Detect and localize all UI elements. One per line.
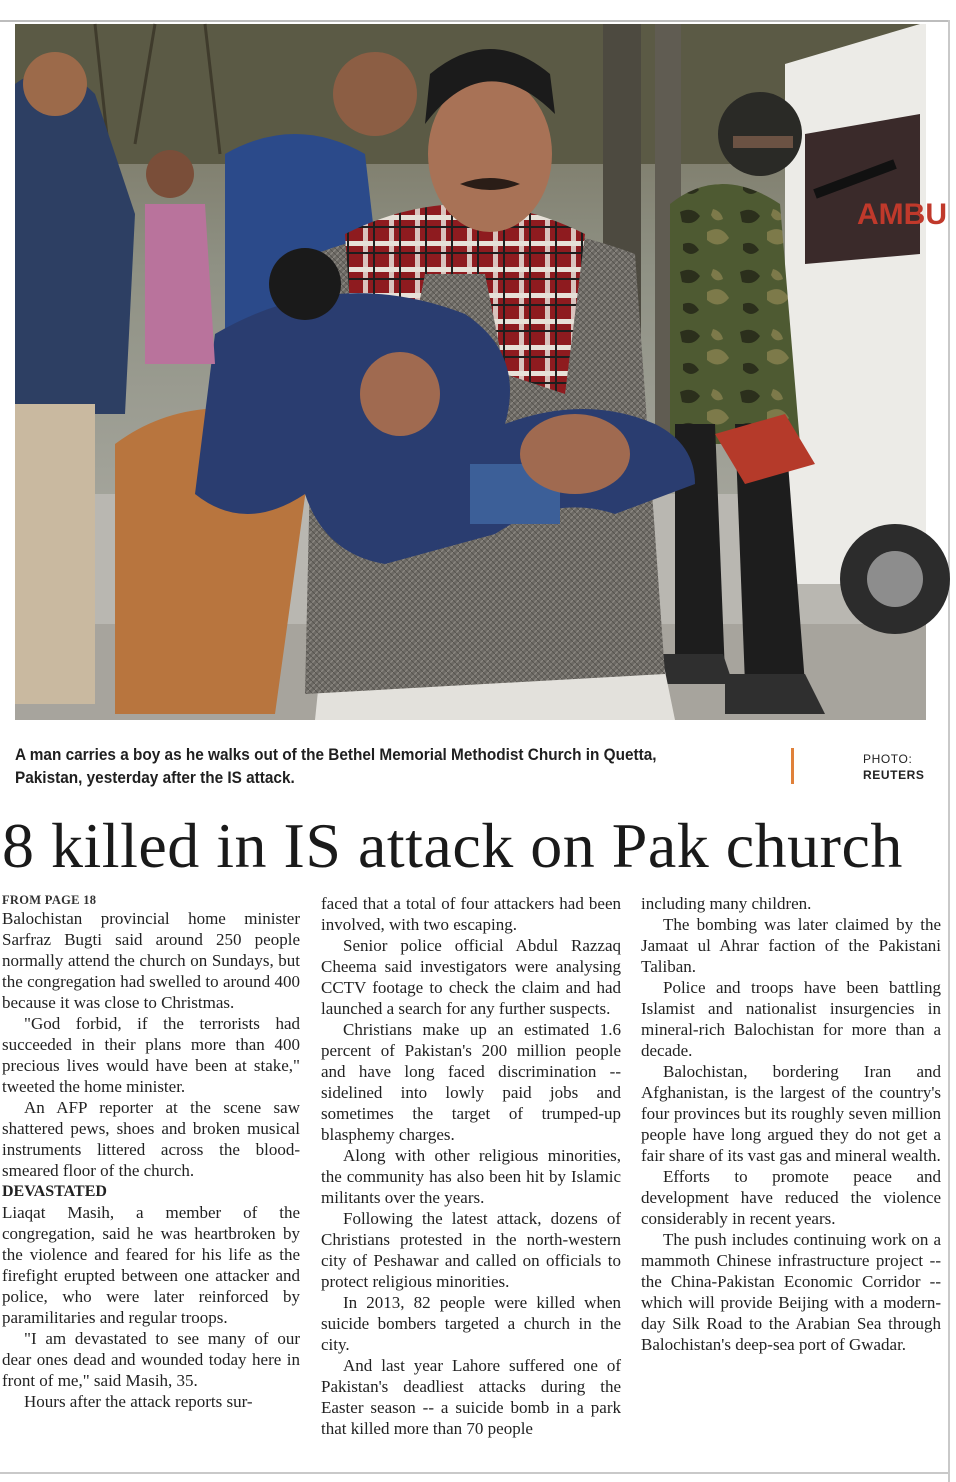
paragraph: Christians make up an estimated 1.6 percent of Pakistan's 200 million people and have long faced discrimination -- sidelined into lowly paid jobs and sometimes the target of trumped-up blasphemy charges.	[321, 1020, 621, 1144]
paragraph: Following the latest attack, dozens of Christians protested in the north-western city of Peshawar and called on officials to protect religious minorities.	[321, 1209, 621, 1291]
paragraph: The push includes continuing work on a mammoth Chinese infrastructure project -- the China-Pakistan Economic Corridor -- which will provide Beijing with a modern-day Silk Road to the Arabian Sea through Balochistan's deep-sea port of Gwadar.	[641, 1230, 941, 1354]
paragraph: Along with other religious minorities, the community has also been hit by Islamic militants over the years.	[321, 1146, 621, 1207]
news-photo	[15, 24, 947, 720]
paragraph: Senior police official Abdul Razzaq Cheema said investigators were analysing CCTV footage to check the claim and had launched a search for any further suspects.	[321, 936, 621, 1018]
headline: 8 killed in IS attack on Pak church	[2, 810, 903, 881]
article-column-2	[321, 893, 621, 1439]
paragraph: Liaqat Masih, a member of the congregation, said he was heartbroken by the violence and feared for his life as the firefight erupted between one attacker and police, who were later reinforced by paramilitaries and regular troops.	[2, 1203, 300, 1327]
paragraph: "God forbid, if the terrorists had succeeded in their plans more than 400 precious lives would have been at stake," tweeted the home minister.	[2, 1014, 300, 1096]
article-column-3	[641, 893, 941, 1355]
paragraph: Police and troops have been battling Islamist and nationalist insurgencies in mineral-rich Balochistan for more than a decade.	[641, 978, 941, 1060]
column-edge-rule	[948, 20, 950, 1482]
paragraph: And last year Lahore suffered one of Pakistan's deadliest attacks during the Easter season -- a suicide bomb in a park that killed more than 70 people	[321, 1356, 621, 1438]
caption-accent-rule	[791, 748, 794, 784]
paragraph: Balochistan provincial home minister Sarfraz Bugti said around 250 people normally attend the church on Sundays, but the congregation had swelled to around 400 because it was close to Christmas.	[2, 909, 300, 1012]
van-lettering: AMBU	[857, 198, 947, 231]
paragraph: including many children.	[641, 894, 812, 913]
paragraph: Hours after the attack reports sur-	[24, 1392, 253, 1411]
paragraph: faced that a total of four attackers had been involved, with two escaping.	[321, 894, 621, 934]
paragraph: In 2013, 82 people were killed when suicide bombers targeted a church in the city.	[321, 1293, 621, 1354]
subheading: DEVASTATED	[2, 1183, 107, 1200]
paragraph: The bombing was later claimed by the Jamaat ul Ahrar faction of the Pakistani Taliban.	[641, 915, 941, 976]
credit-source: REUTERS	[863, 768, 925, 782]
folio-jump: FROM PAGE 18	[2, 893, 97, 907]
bottom-rule	[0, 1472, 950, 1474]
paragraph: "I am devastated to see many of our dear ones dead and wounded today here in front of me," said Masih, 35.	[2, 1329, 300, 1390]
top-rule	[0, 20, 950, 22]
article-column-1	[2, 893, 300, 1412]
paragraph: Balochistan, bordering Iran and Afghanistan, is the largest of the country's four provinces but its roughly seven million people have long argued they do not get a fair share of its vast gas and mineral wealth.	[641, 1062, 941, 1165]
photo-caption: A man carries a boy as he walks out of the Bethel Memorial Methodist Church in Quetta, Pakistan, yesterday after the IS attack.	[15, 746, 657, 787]
photo-illustration	[15, 24, 947, 720]
paragraph: Efforts to promote peace and development have reduced the violence considerably in recent years.	[641, 1167, 941, 1228]
paragraph: An AFP reporter at the scene saw shattered pews, shoes and broken musical instruments littered across the blood-smeared floor of the church.	[2, 1098, 300, 1180]
photo-credit	[863, 751, 925, 783]
credit-label: PHOTO:	[863, 752, 913, 766]
